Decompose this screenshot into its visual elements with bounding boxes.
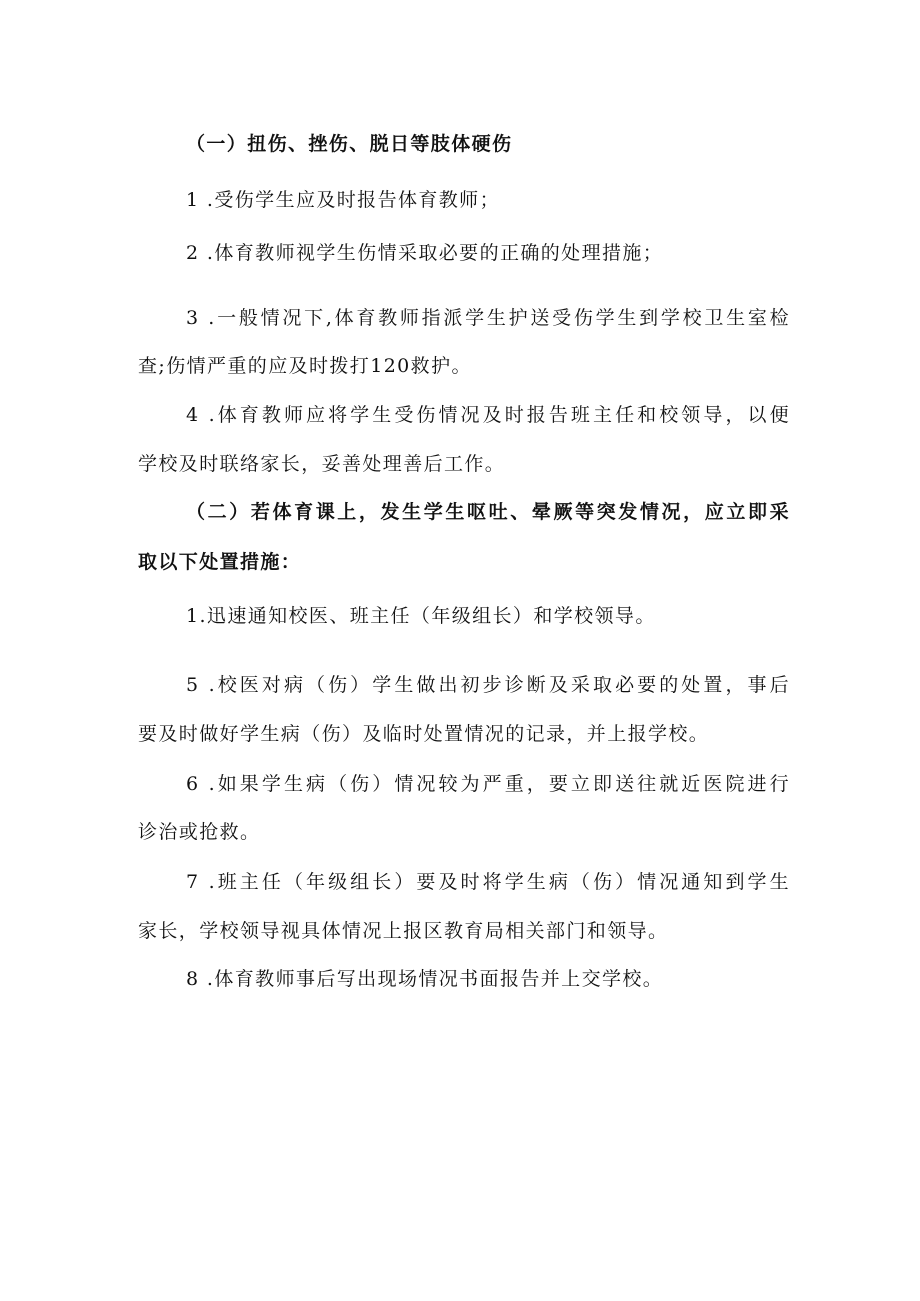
paragraph-line: 家长，学校领导视具体情况上报区教育局相关部门和领导。 <box>138 920 669 942</box>
paragraph-line: 2 .体育教师视学生伤情采取必要的正确的处理措施； <box>186 242 664 264</box>
paragraph-line: 1 .受伤学生应及时报告体育教师； <box>186 189 500 211</box>
paragraph-line: 3 .一般情况下,体育教师指派学生护送受伤学生到学校卫生室检 <box>186 307 790 329</box>
paragraph-line: 1.迅速通知校医、班主任（年级组长）和学校领导。 <box>186 605 656 627</box>
section-2-heading: （二）若体育课上，发生学生呕吐、晕厥等突发情况，应立即采 <box>186 501 790 523</box>
section-1-heading: （一）扭伤、挫伤、脱日等肢体硬伤 <box>186 133 513 155</box>
paragraph-line: 诊治或抢救。 <box>138 821 261 843</box>
paragraph-line: 6 .如果学生病（伤）情况较为严重，要立即送往就近医院进行 <box>186 773 790 795</box>
paragraph-line: 学校及时联络家长，妥善处理善后工作。 <box>138 453 506 475</box>
paragraph-line: 7 .班主任（年级组长）要及时将学生病（伤）情况通知到学生 <box>186 871 790 893</box>
paragraph-line: 4 .体育教师应将学生受伤情况及时报告班主任和校领导，以便 <box>186 404 790 426</box>
paragraph-line: 8 .体育教师事后写出现场情况书面报告并上交学校。 <box>186 968 664 990</box>
section-2-heading-continued: 取以下处置措施： <box>138 551 302 573</box>
paragraph-line: 要及时做好学生病（伤）及临时处置情况的记录，并上报学校。 <box>138 723 710 745</box>
paragraph-line: 5 .校医对病（伤）学生做出初步诊断及采取必要的处置，事后 <box>186 674 790 696</box>
paragraph-line: 查;伤情严重的应及时拨打120救护。 <box>138 355 472 377</box>
